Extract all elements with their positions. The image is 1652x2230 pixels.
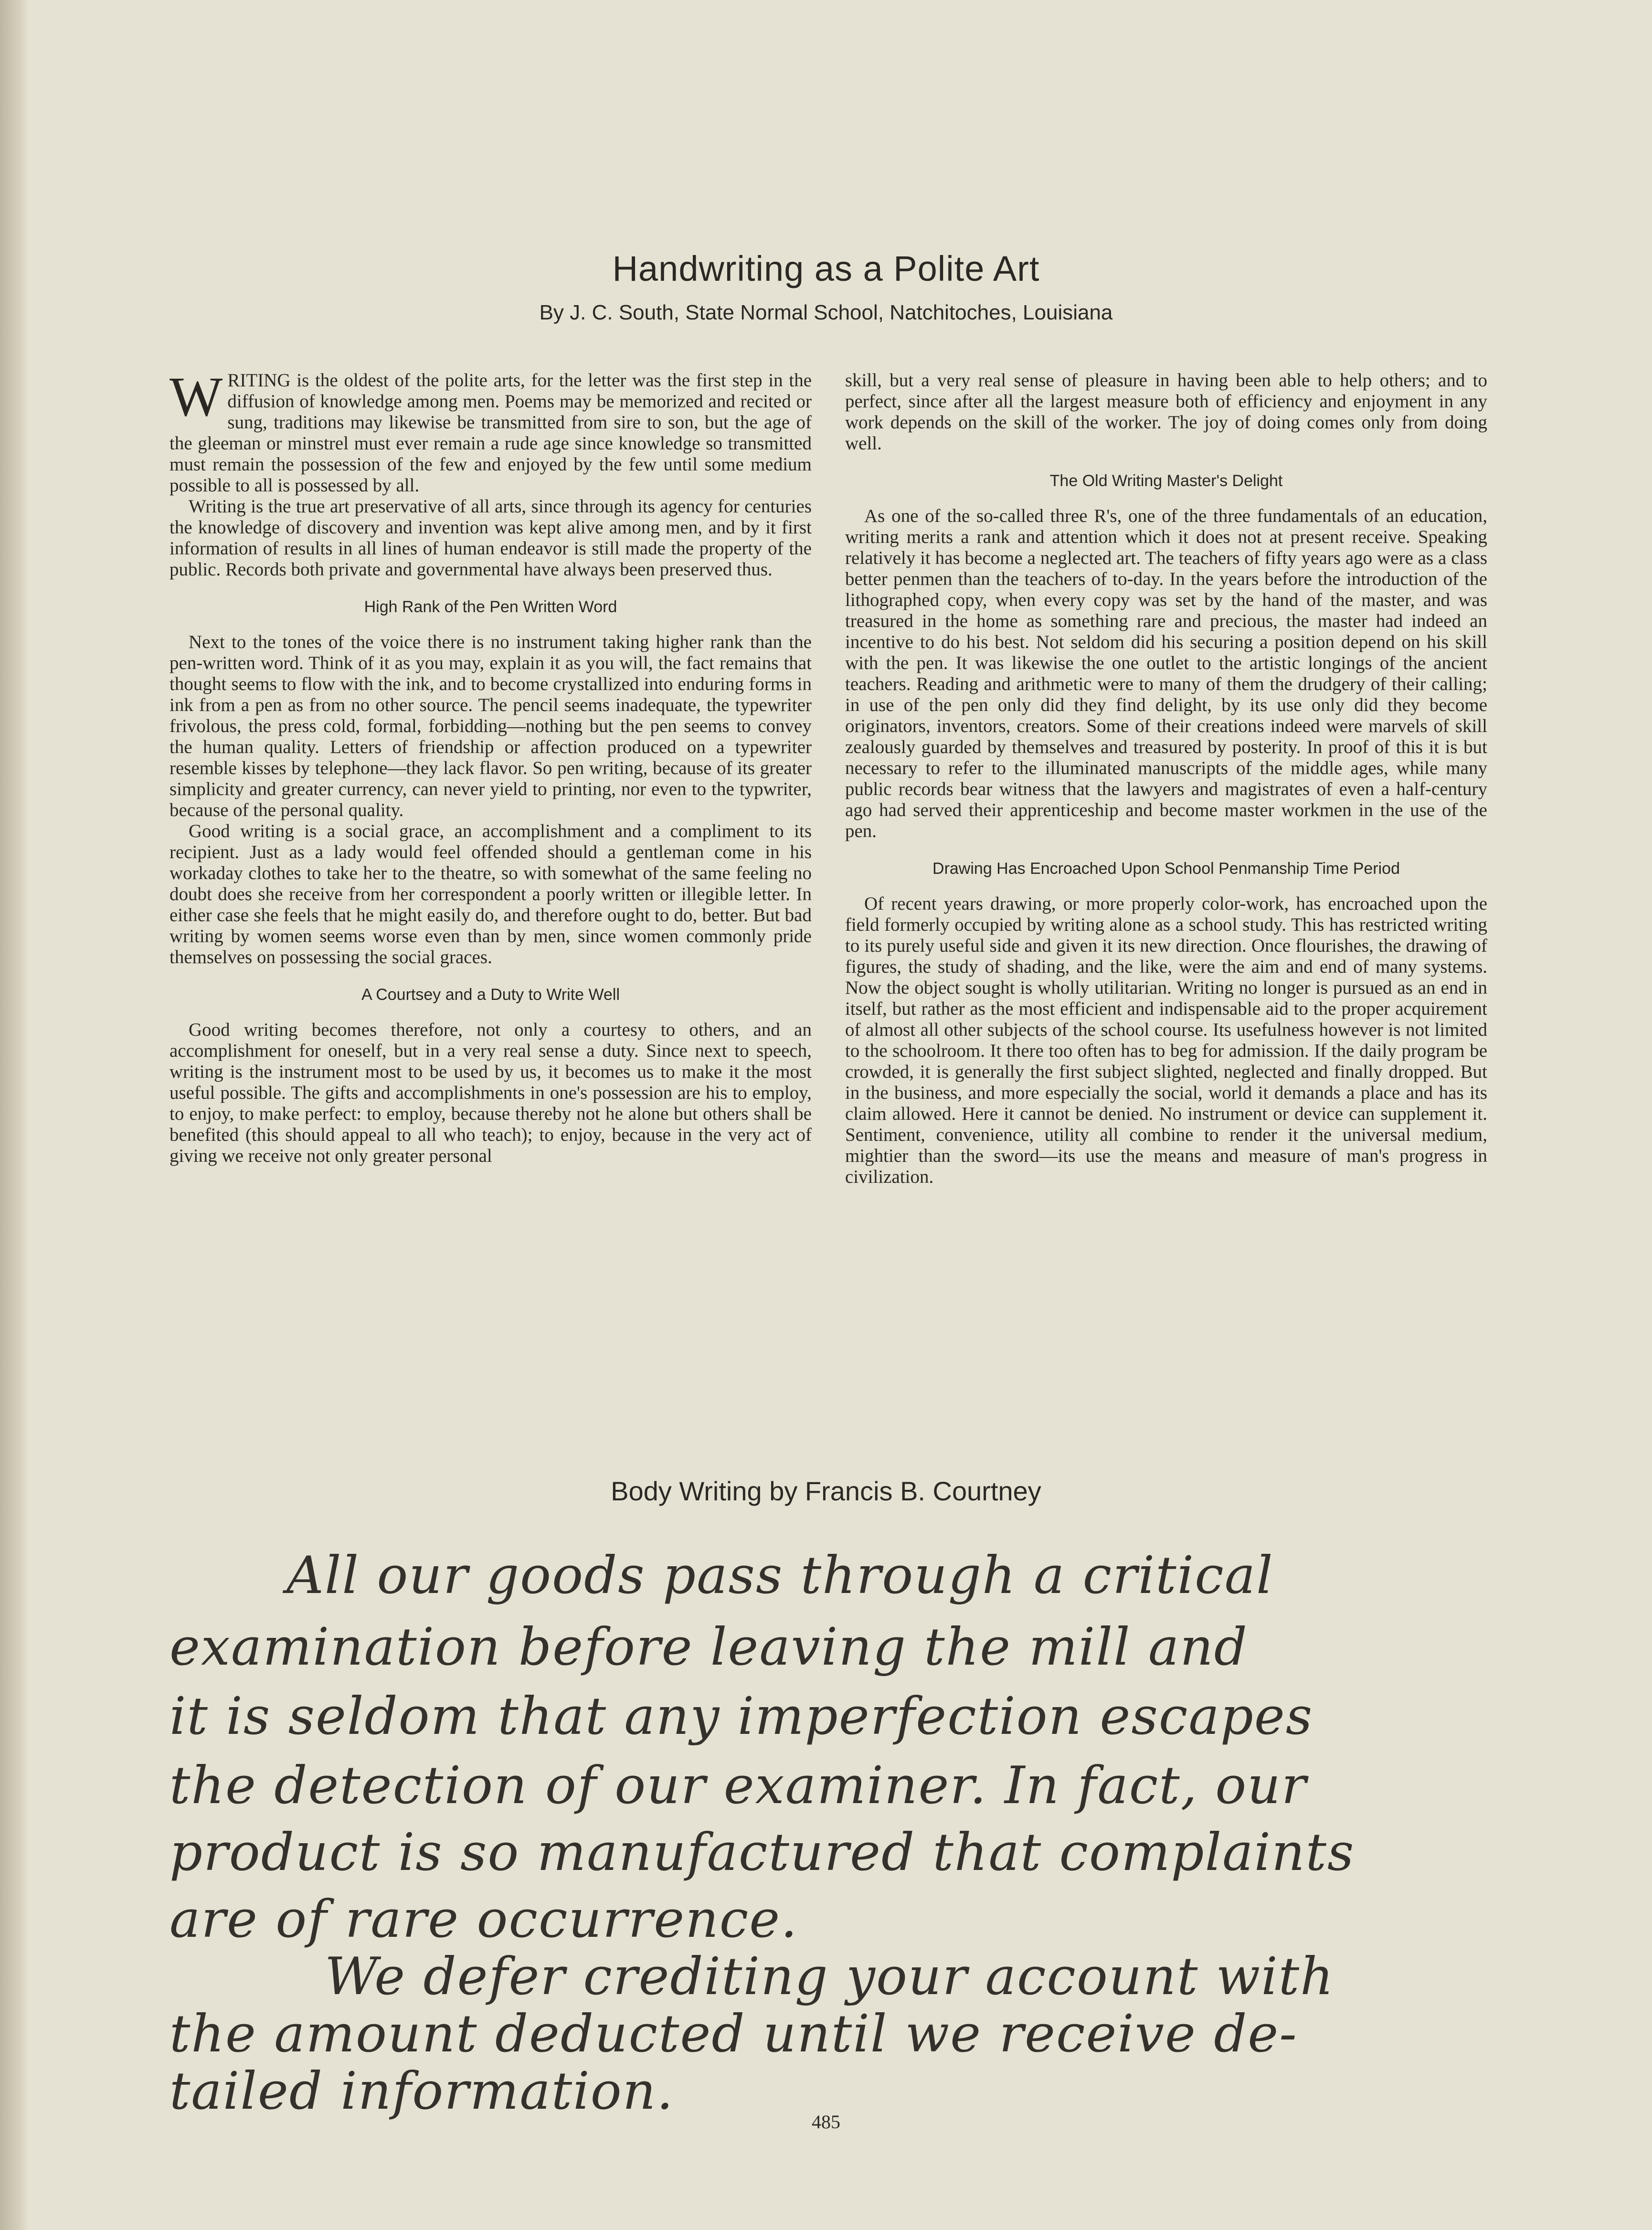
drop-cap: W (169, 365, 223, 428)
script-line: All our goods pass through a critical (286, 1546, 1274, 1605)
page-number: 485 (812, 2111, 840, 2133)
paragraph: skill, but a very real sense of pleasure in having been able to help others; and to perfect, since after all the largest measure both of efficiency and enjoyment in any work depends on the skill of the worker. The joy of doing comes only from doing well. (845, 370, 1487, 454)
script-line: We defer crediting your account with (325, 1947, 1334, 2007)
paragraph: Writing is the true art preservative of all arts, since through its agency for centuries the knowledge of discovery and invention was kept alive among men, and by it first information of results in all lines of human endeavor is still made the property of the public. Records both private and governmental have always been preserved thus. (169, 496, 812, 580)
section-heading-3: The Old Writing Master's Delight (1049, 472, 1283, 490)
body-writing-title: Body Writing by Francis B. Courtney (611, 1476, 1041, 1506)
script-line: tailed information. (169, 2061, 674, 2121)
script-line: the detection of our examiner. In fact, our (169, 1756, 1307, 1816)
script-line: are of rare occurrence. (169, 1890, 798, 1949)
paragraph: Good writing is a social grace, an accomplishment and a compliment to its recipient. Just as a lady would feel offended should a gentleman come in his workaday clothes to take her to the theatre, so with somewhat of the same feeling no doubt does she receive from her correspondent a poorly written or illegible letter. In either case she feels that he might easily do, and therefore ought to do, better. But bad writing by women seems worse even than by men, since women commonly pride themselves on possessing the social graces. (169, 821, 812, 967)
intro-text: RITING is the oldest of the polite arts, for the letter was the first step in the diffusion of knowledge among men. Poems may be memorized and recited or sung, traditions may likewise be transmitted from sire to son, but the age of the gleeman or minstrel must ever remain a rude age since knowledge so transmitted must remain the possession of the few and enjoyed by the few until some medium possible to all is possessed by all. (169, 370, 812, 496)
article-byline: By J. C. South, State Normal School, Natchitoches, Louisiana (539, 301, 1113, 324)
script-line: product is so manufactured that complaints (169, 1823, 1355, 1882)
right-column (845, 370, 1487, 1188)
paragraph: As one of the so-called three R's, one of the three fundamentals of an education, writing merits a rank and attention which it does not at present receive. Speaking relatively it has become a neglected art. The teachers of fifty years ago were as a class better penmen than the teachers of to-day. In the years before the introduction of the lithographed copy, when every copy was set by the hand of the master, and was treasured in the home as something rare and precious, the master had indeed an incentive to do his best. Not seldom did his securing a position depend on his skill with the pen. It was likewise the one outlet to the artistic longings of the ancient teachers. Reading and arithmetic were to many of them the drudgery of their calling; in use of the pen only did they find delight, by its use only did they become originators, inventors, creators. Some of their creations indeed were marvels of skill zealously guarded by themselves and treasured by posterity. In proof of this it is but necessary to refer to the illuminated manuscripts of the middle ages, while many public records bear witness that the lawyers and magistrates of even a half-century ago had served their apprenticeship and become master workmen in the use of the pen. (845, 506, 1487, 841)
left-column (169, 365, 812, 1167)
book-spine-shadow (0, 0, 29, 2230)
section-heading-2: A Courtsey and a Duty to Write Well (361, 986, 620, 1004)
paragraph: Next to the tones of the voice there is no instrument taking higher rank than the pen-written word. Think of it as you may, explain it as you will, the fact remains that thought seems to flow with the ink, and to become crystallized into enduring forms in ink from a pen as from no other source. The pencil seems inadequate, the typewriter frivolous, the press cold, formal, forbidding—nothing but the pen seems to convey the human quality. Letters of friendship or affection produced on a typewriter resemble kisses by telephone—they lack flavor. So pen writing, because of its greater simplicity and greater currency, can never yield to printing, nor even to the typwriter, because of the personal quality. (169, 632, 812, 820)
paragraph: Of recent years drawing, or more properly color-work, has encroached upon the field formerly occupied by writing alone as a school study. This has restricted writing to its purely useful side and given it its new direction. Once flourishes, the drawing of figures, the study of shading, and the like, were the aim and end of many systems. Now the object sought is wholly utilitarian. Writing no longer is pursued as an end in itself, but rather as the most efficient and indispensable aid to the proper acquirement of almost all other subjects of the school course. Its usefulness however is not limited to the schoolroom. It there too often has to beg for admission. If the daily program be crowded, it is generally the first subject slighted, neglected and finally dropped. But in the business, and more especially the social, world it demands a place and has its claim allowed. Here it cannot be denied. No instrument or device can supplement it. Sentiment, convenience, utility all combine to render it the universal medium, mightier than the sword—its use the means and measure of man's progress in civilization. (845, 893, 1487, 1187)
intro-paragraph (169, 365, 812, 496)
script-line: the amount deducted until we receive de- (169, 2004, 1298, 2064)
script-line: it is seldom that any imperfection escapes (169, 1687, 1313, 1746)
article-title: Handwriting as a Polite Art (612, 249, 1040, 288)
section-heading-4: Drawing Has Encroached Upon School Penmanship Time Period (932, 860, 1400, 878)
script-line: examination before leaving the mill and (169, 1617, 1248, 1677)
paragraph: Good writing becomes therefore, not only a courtesy to others, and an accomplishment for oneself, but in a very real sense a duty. Since next to speech, writing is the instrument most to be used by us, it becomes us to make it the most useful possible. The gifts and accomplishments in one's possession are his to employ, to enjoy, to make perfect: to employ, because thereby not he alone but others shall be benefited (this should appeal to all who teach); to enjoy, because in the very act of giving we receive not only greater personal (169, 1019, 812, 1166)
section-heading-1: High Rank of the Pen Written Word (364, 598, 617, 616)
